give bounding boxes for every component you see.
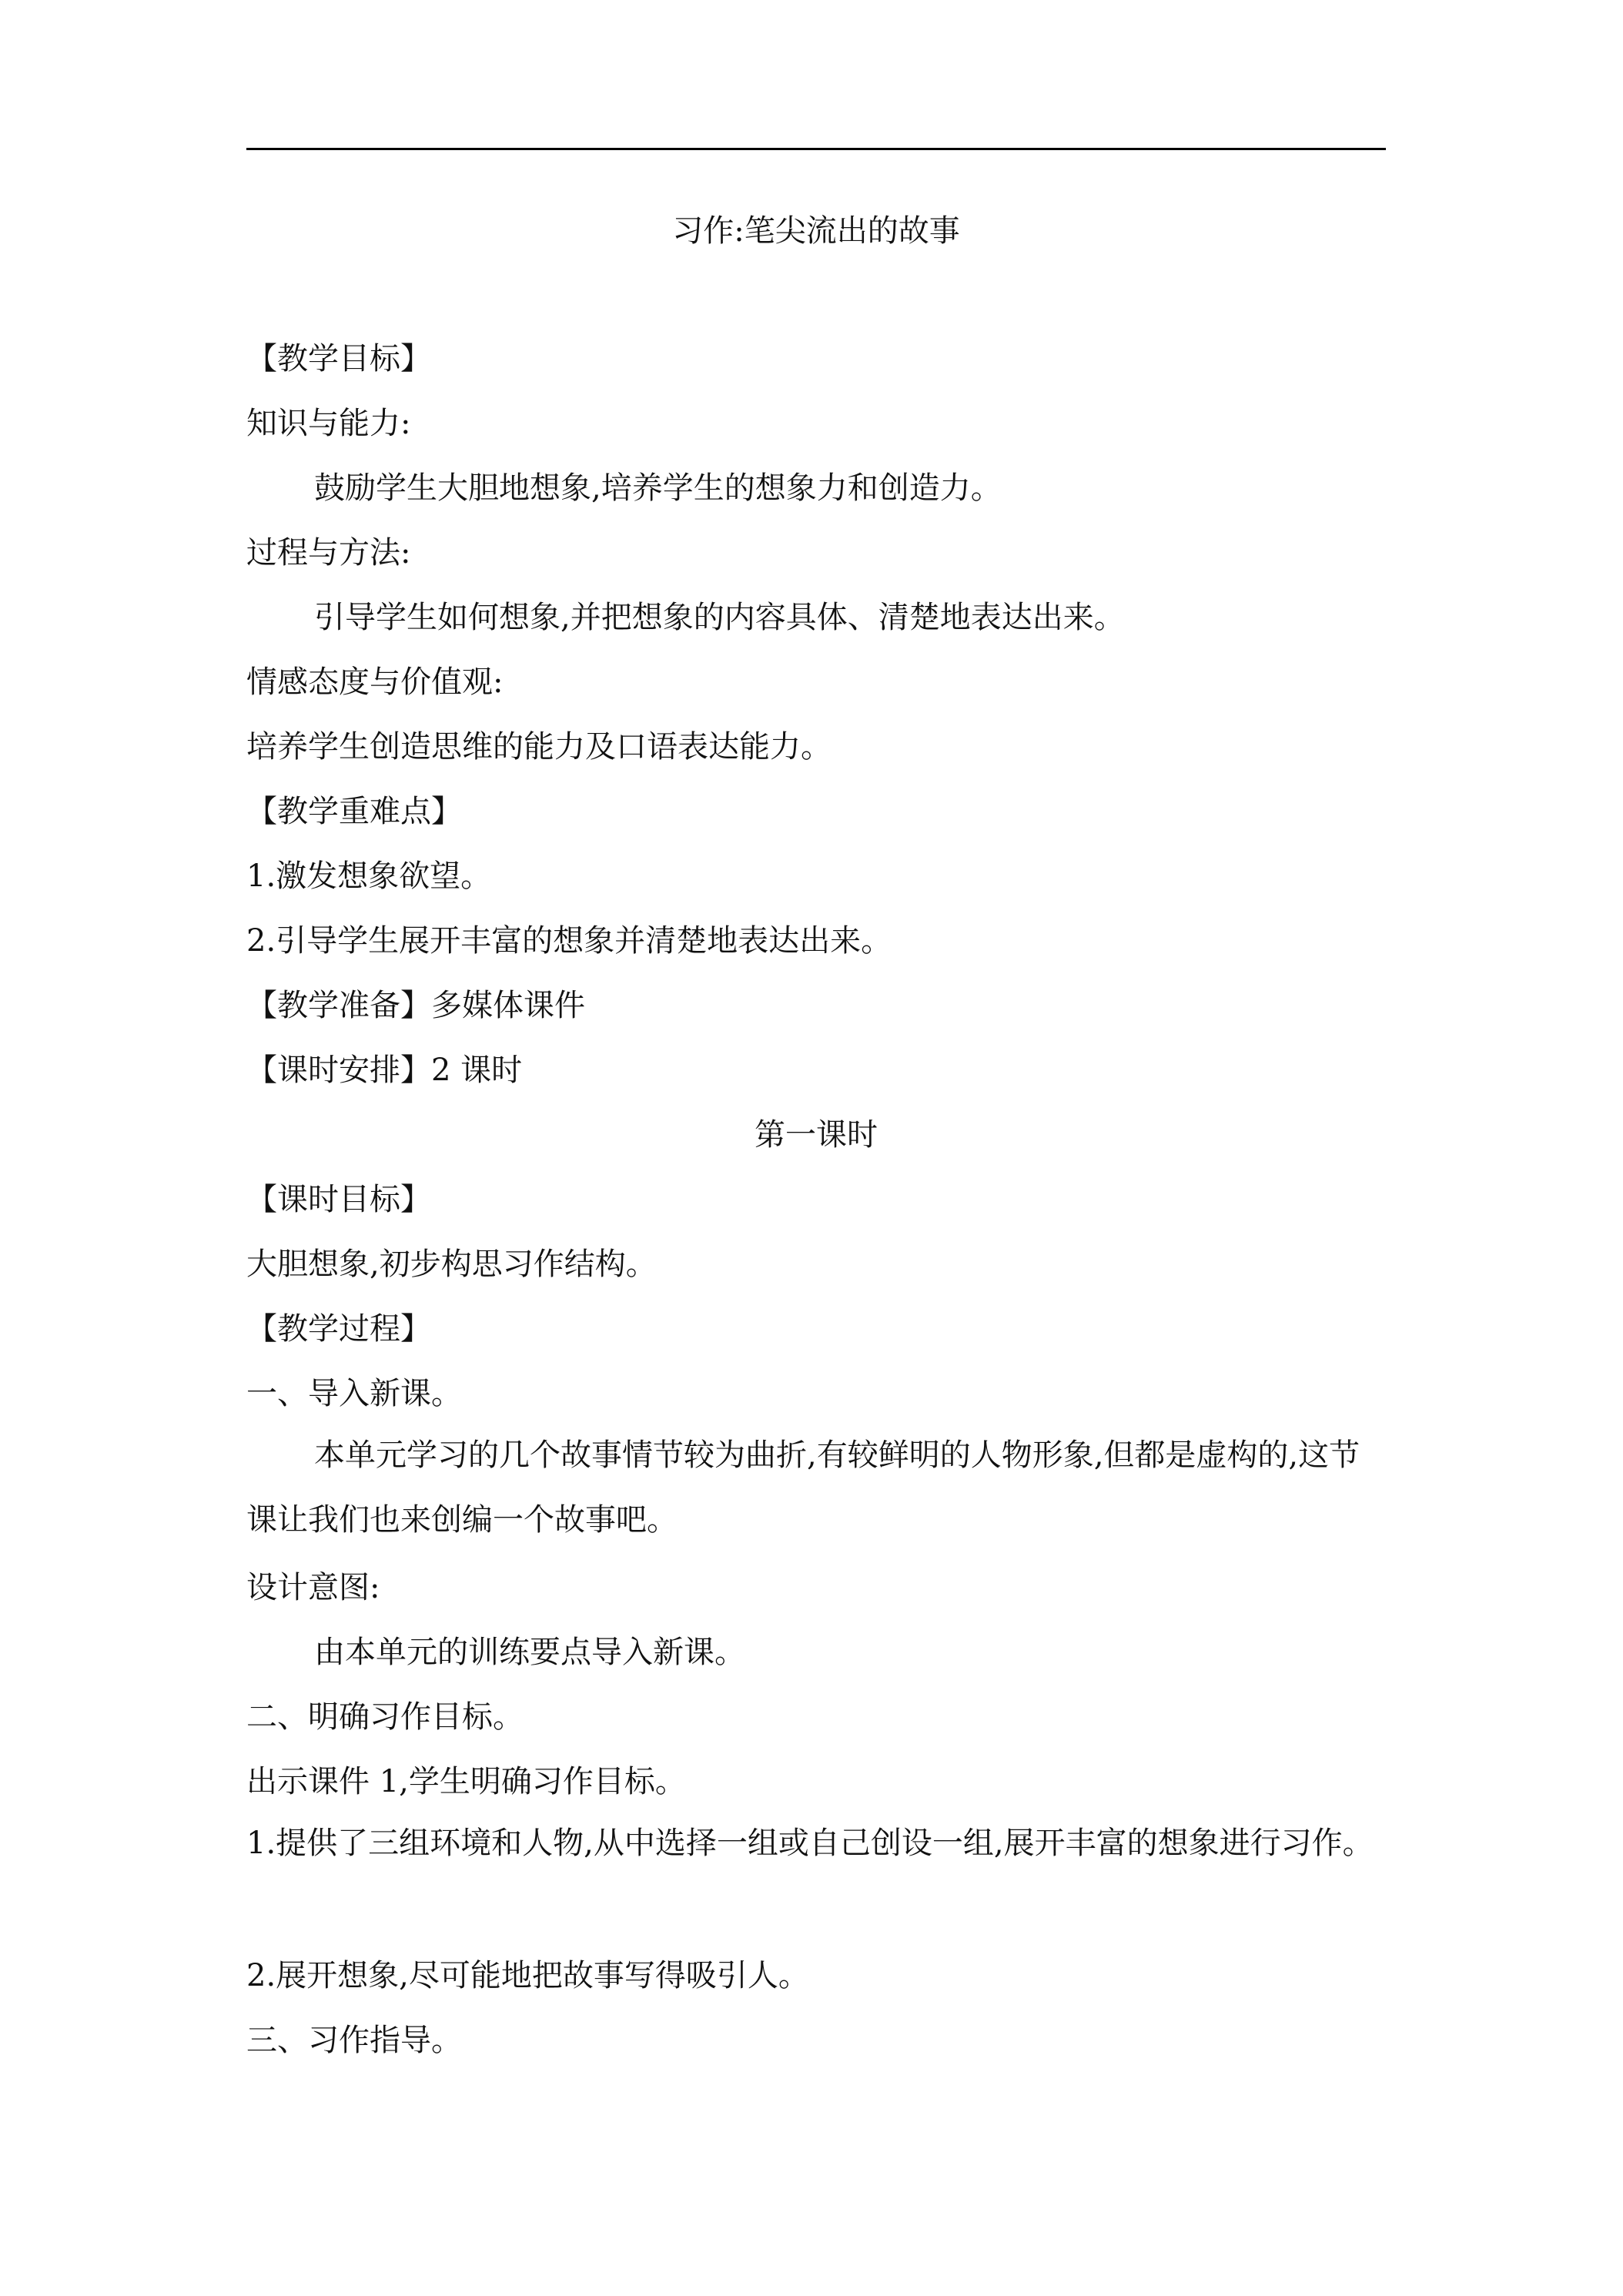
paragraph: 本单元学习的几个故事情节较为曲折,有较鲜明的人物形象,但都是虚构的,这节课让我们也来创编一个故事吧。 [246, 1438, 1360, 1538]
section-heading-preparation: 【教学准备】多媒体课件 [246, 988, 585, 1023]
paragraph: 鼓励学生大胆地想象,培养学生的想象力和创造力。 [314, 470, 1002, 506]
list-item: 2.引导学生展开丰富的想象并清楚地表达出来。 [246, 923, 892, 959]
paragraph: 出示课件 1,学生明确习作目标。 [246, 1764, 686, 1799]
section-heading-lesson-goals: 【课时目标】 [246, 1182, 431, 1217]
step-heading-guidance: 三、习作指导。 [246, 2023, 462, 2058]
list-item: 2.展开想象,尽可能地把故事写得吸引人。 [246, 1958, 809, 1993]
paragraph: 由本单元的训练要点导入新课。 [314, 1635, 745, 1670]
section-heading-key-points: 【教学重难点】 [246, 794, 462, 829]
subheading-design-intent: 设计意图: [246, 1570, 380, 1605]
list-item: 1.激发想象欲望。 [246, 858, 492, 894]
section-heading-teaching-process: 【教学过程】 [246, 1311, 431, 1347]
section-heading-teaching-goals: 【教学目标】 [246, 341, 431, 377]
subheading-emotion-values: 情感态度与价值观: [246, 664, 504, 700]
subheading-knowledge-ability: 知识与能力: [246, 406, 411, 441]
step-heading-goals: 二、明确习作目标。 [246, 1699, 524, 1735]
paragraph: 培养学生创造思维的能力及口语表达能力。 [246, 729, 832, 765]
paragraph: 大胆想象,初步构思习作结构。 [246, 1247, 657, 1282]
step-heading-intro: 一、导入新课。 [246, 1376, 462, 1411]
section-heading-schedule: 【课时安排】2 课时 [246, 1053, 523, 1088]
document-title: 习作:笔尖流出的故事 [672, 213, 960, 249]
paragraph: 引导学生如何想象,并把想象的内容具体、清楚地表达出来。 [314, 600, 1125, 635]
subheading-process-method: 过程与方法: [246, 535, 411, 571]
lesson-heading-first: 第一课时 [755, 1117, 878, 1153]
header-rule [246, 148, 1386, 150]
list-item: 1.提供了三组环境和人物,从中选择一组或自己创设一组,展开丰富的想象进行习作。 [246, 1826, 1374, 1861]
